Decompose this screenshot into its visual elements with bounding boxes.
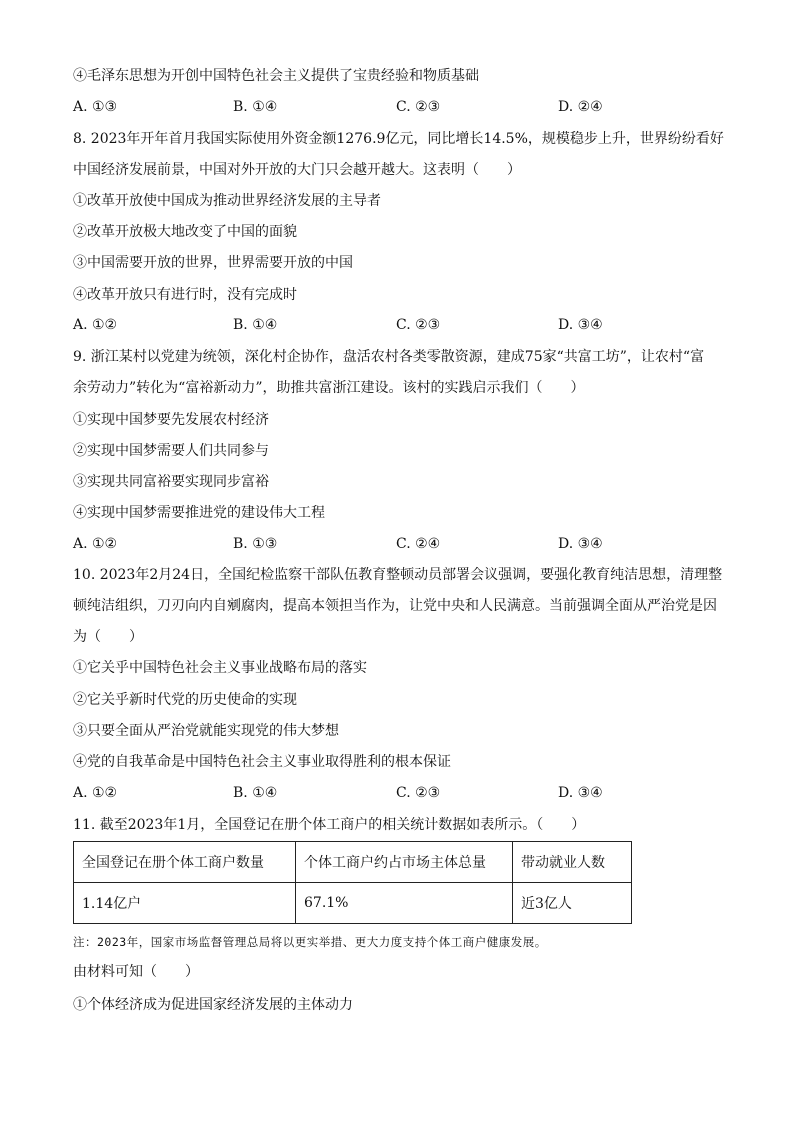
q10-item-1: ①它关乎中国特色社会主义事业战略布局的落实	[73, 660, 367, 676]
q8-option-b[interactable]: B. ①④	[233, 317, 278, 333]
q9-item-1: ①实现中国梦要先发展农村经济	[73, 412, 269, 428]
q8-stem-line1: 8. 2023年开年首月我国实际使用外资金额1276.9亿元，同比增长14.5%，规模稳步上升，世界纷纷看好	[73, 131, 724, 147]
q8-item-3: ③中国需要开放的世界，世界需要开放的中国	[73, 255, 353, 271]
q8-option-d[interactable]: D. ③④	[558, 317, 603, 333]
table-header-cell: 带动就业人数	[513, 842, 632, 883]
table-header-row	[74, 842, 632, 883]
q11-lead: 由材料可知（ ）	[73, 964, 199, 980]
q10-item-2: ②它关乎新时代党的历史使命的实现	[73, 692, 297, 708]
q7-option-b[interactable]: B. ①④	[233, 99, 278, 115]
q8-item-1: ①改革开放使中国成为推动世界经济发展的主导者	[73, 193, 381, 209]
q9-option-b[interactable]: B. ①③	[233, 536, 278, 552]
q10-item-3: ③只要全面从严治党就能实现党的伟大梦想	[73, 723, 339, 739]
q11-item-1: ①个体经济成为促进国家经济发展的主体动力	[73, 997, 353, 1013]
q11-stem: 11. 截至2023年1月，全国登记在册个体工商户的相关统计数据如表所示。（ ）	[73, 817, 586, 833]
q10-stem-line2: 顿纯洁组织，刀刃向内自剜腐肉，提高本领担当作为，让党中央和人民满意。当前强调全面从严治党是因	[73, 598, 717, 614]
q8-item-4: ④改革开放只有进行时，没有完成时	[73, 287, 297, 303]
stats-table	[73, 841, 632, 924]
q8-option-c[interactable]: C. ②③	[396, 317, 441, 333]
q10-stem-line3: 为（ ）	[73, 629, 143, 645]
q8-options	[73, 315, 733, 335]
q7-option-c[interactable]: C. ②③	[396, 99, 441, 115]
q10-options	[73, 783, 733, 803]
q10-option-d[interactable]: D. ③④	[558, 785, 603, 801]
q9-options	[73, 534, 733, 554]
q7-options	[73, 97, 733, 117]
q10-option-a[interactable]: A. ①②	[73, 785, 118, 801]
q8-stem-line2: 中国经济发展前景，中国对外开放的大门只会越开越大。这表明（ ）	[73, 162, 521, 178]
q7-item-4: ④毛泽东思想为开创中国特色社会主义提供了宝贵经验和物质基础	[73, 68, 479, 84]
q8-option-a[interactable]: A. ①②	[73, 317, 118, 333]
table-row	[74, 883, 632, 924]
q9-stem-line2: 余劳动力”转化为“富裕新动力”，助推共富浙江建设。该村的实践启示我们（ ）	[73, 380, 585, 396]
q9-option-d[interactable]: D. ③④	[558, 536, 603, 552]
table-header-cell: 全国登记在册个体工商户数量	[74, 842, 296, 883]
q9-item-3: ③实现共同富裕要实现同步富裕	[73, 474, 269, 490]
table-cell: 67.1%	[296, 883, 513, 924]
table-note: 注：2023年，国家市场监督管理总局将以更实举措、更大力度支持个体工商户健康发展。	[73, 935, 547, 949]
q9-stem-line1: 9. 浙江某村以党建为统领，深化村企协作，盘活农村各类零散资源，建成75家“共富工坊”，让农村“富	[73, 349, 705, 365]
q7-option-d[interactable]: D. ②④	[558, 99, 603, 115]
table-header-cell: 个体工商户约占市场主体总量	[296, 842, 513, 883]
q8-item-2: ②改革开放极大地改变了中国的面貌	[73, 224, 297, 240]
q9-item-2: ②实现中国梦需要人们共同参与	[73, 443, 269, 459]
table-cell: 1.14亿户	[74, 883, 296, 924]
q10-option-c[interactable]: C. ②③	[396, 785, 441, 801]
q9-option-c[interactable]: C. ②④	[396, 536, 441, 552]
q9-item-4: ④实现中国梦需要推进党的建设伟大工程	[73, 505, 325, 521]
q10-stem-line1: 10. 2023年2月24日，全国纪检监察干部队伍教育整顿动员部署会议强调，要强化教育纯洁思想，清理整	[73, 567, 723, 583]
q7-option-a[interactable]: A. ①③	[73, 99, 118, 115]
q9-option-a[interactable]: A. ①②	[73, 536, 118, 552]
q10-option-b[interactable]: B. ①④	[233, 785, 278, 801]
table-cell: 近3亿人	[513, 883, 632, 924]
q10-item-4: ④党的自我革命是中国特色社会主义事业取得胜利的根本保证	[73, 754, 451, 770]
